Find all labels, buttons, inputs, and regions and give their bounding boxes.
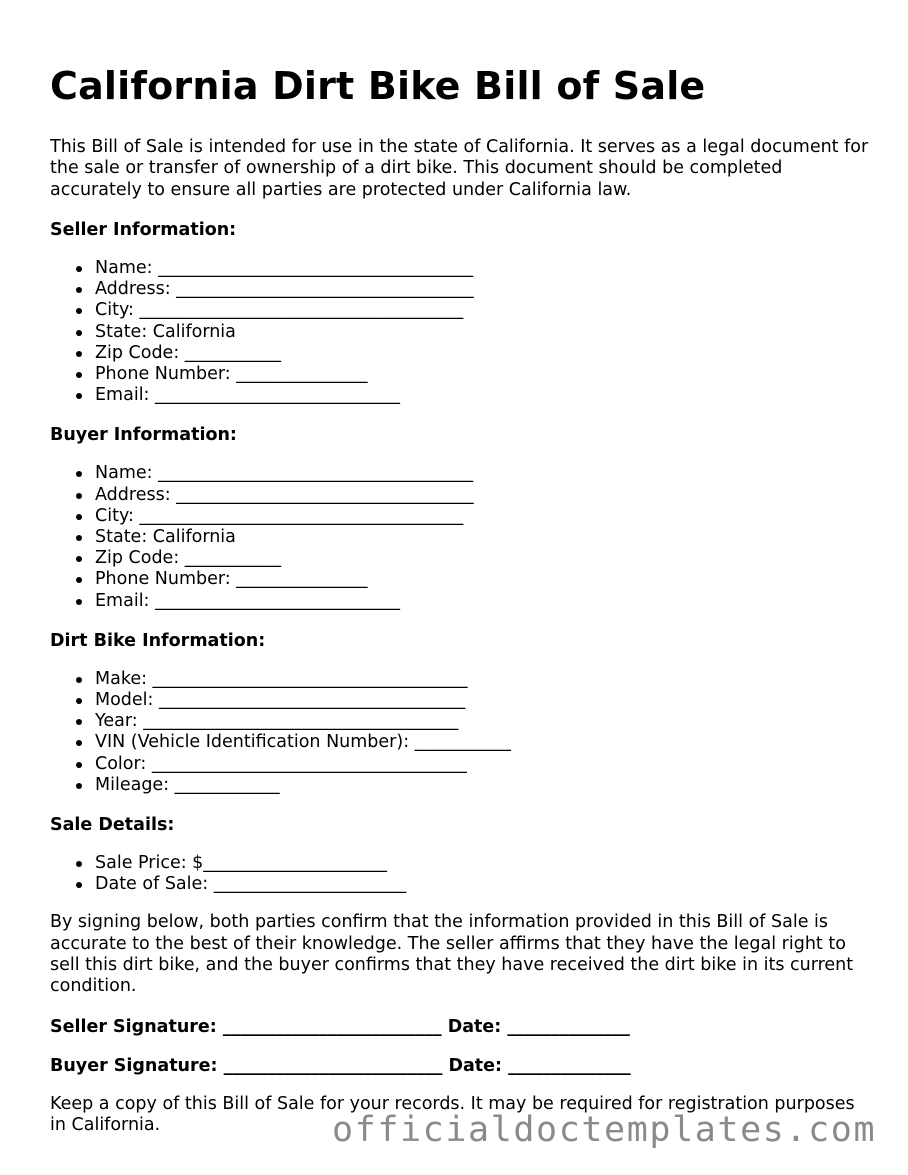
seller-heading: Seller Information: — [50, 219, 237, 240]
sale-price-field: Sale Price: $_____________________ — [95, 853, 870, 874]
bike-fields-list — [50, 669, 870, 796]
bike-vin-field: VIN (Vehicle Identification Number): ___________ — [95, 732, 870, 753]
buyer-zip-field: Zip Code: ___________ — [95, 548, 870, 569]
sale-heading: Sale Details: — [50, 814, 175, 835]
seller-address-field: Address: __________________________________ — [95, 279, 870, 300]
bike-heading: Dirt Bike Information: — [50, 630, 266, 651]
closing-paragraph: By signing below, both parties confirm that the information provided in this Bill of Sale is accurate to the best of their knowledge. The seller affirms that they have the legal right to sell this dirt bike, and the buyer confirms that they have received the dirt bike in its current condition. — [50, 912, 854, 997]
document-title: California Dirt Bike Bill of Sale — [50, 64, 706, 108]
seller-fields-list — [50, 258, 870, 406]
footer-note: Keep a copy of this Bill of Sale for your records. It may be required for registration purposes in California. — [50, 1093, 855, 1135]
seller-signature-line: Seller Signature: _________________________ Date: ______________ — [50, 1016, 630, 1037]
buyer-heading: Buyer Information: — [50, 425, 237, 446]
bike-model-field: Model: ___________________________________ — [95, 690, 870, 711]
buyer-name-field: Name: ____________________________________ — [95, 463, 870, 484]
bike-make-field: Make: ____________________________________ — [95, 669, 870, 690]
seller-zip-field: Zip Code: ___________ — [95, 343, 870, 364]
bike-color-field: Color: ____________________________________ — [95, 754, 870, 775]
sale-fields-list — [50, 853, 870, 895]
sale-date-field: Date of Sale: ______________________ — [95, 874, 870, 895]
buyer-state-field: State: California — [95, 527, 870, 548]
bike-mileage-field: Mileage: ____________ — [95, 775, 870, 796]
buyer-city-field: City: _____________________________________ — [95, 506, 870, 527]
watermark: officialdoctemplates.com — [332, 1110, 877, 1150]
seller-phone-field: Phone Number: _______________ — [95, 364, 870, 385]
seller-state-field: State: California — [95, 322, 870, 343]
seller-name-field: Name: ____________________________________ — [95, 258, 870, 279]
bike-year-field: Year: ____________________________________ — [95, 711, 870, 732]
intro-paragraph: This Bill of Sale is intended for use in the state of California. It serves as a legal document for the sale or transfer of ownership of a dirt bike. This document should be completed accurately to ensure all parties are protected under California law. — [50, 137, 869, 200]
buyer-address-field: Address: __________________________________ — [95, 485, 870, 506]
buyer-fields-list — [50, 463, 870, 611]
seller-email-field: Email: ____________________________ — [95, 385, 870, 406]
seller-city-field: City: _____________________________________ — [95, 300, 870, 321]
document-page — [50, 60, 870, 1136]
buyer-phone-field: Phone Number: _______________ — [95, 569, 870, 590]
buyer-signature-line: Buyer Signature: _________________________ Date: ______________ — [50, 1055, 631, 1076]
buyer-email-field: Email: ____________________________ — [95, 591, 870, 612]
